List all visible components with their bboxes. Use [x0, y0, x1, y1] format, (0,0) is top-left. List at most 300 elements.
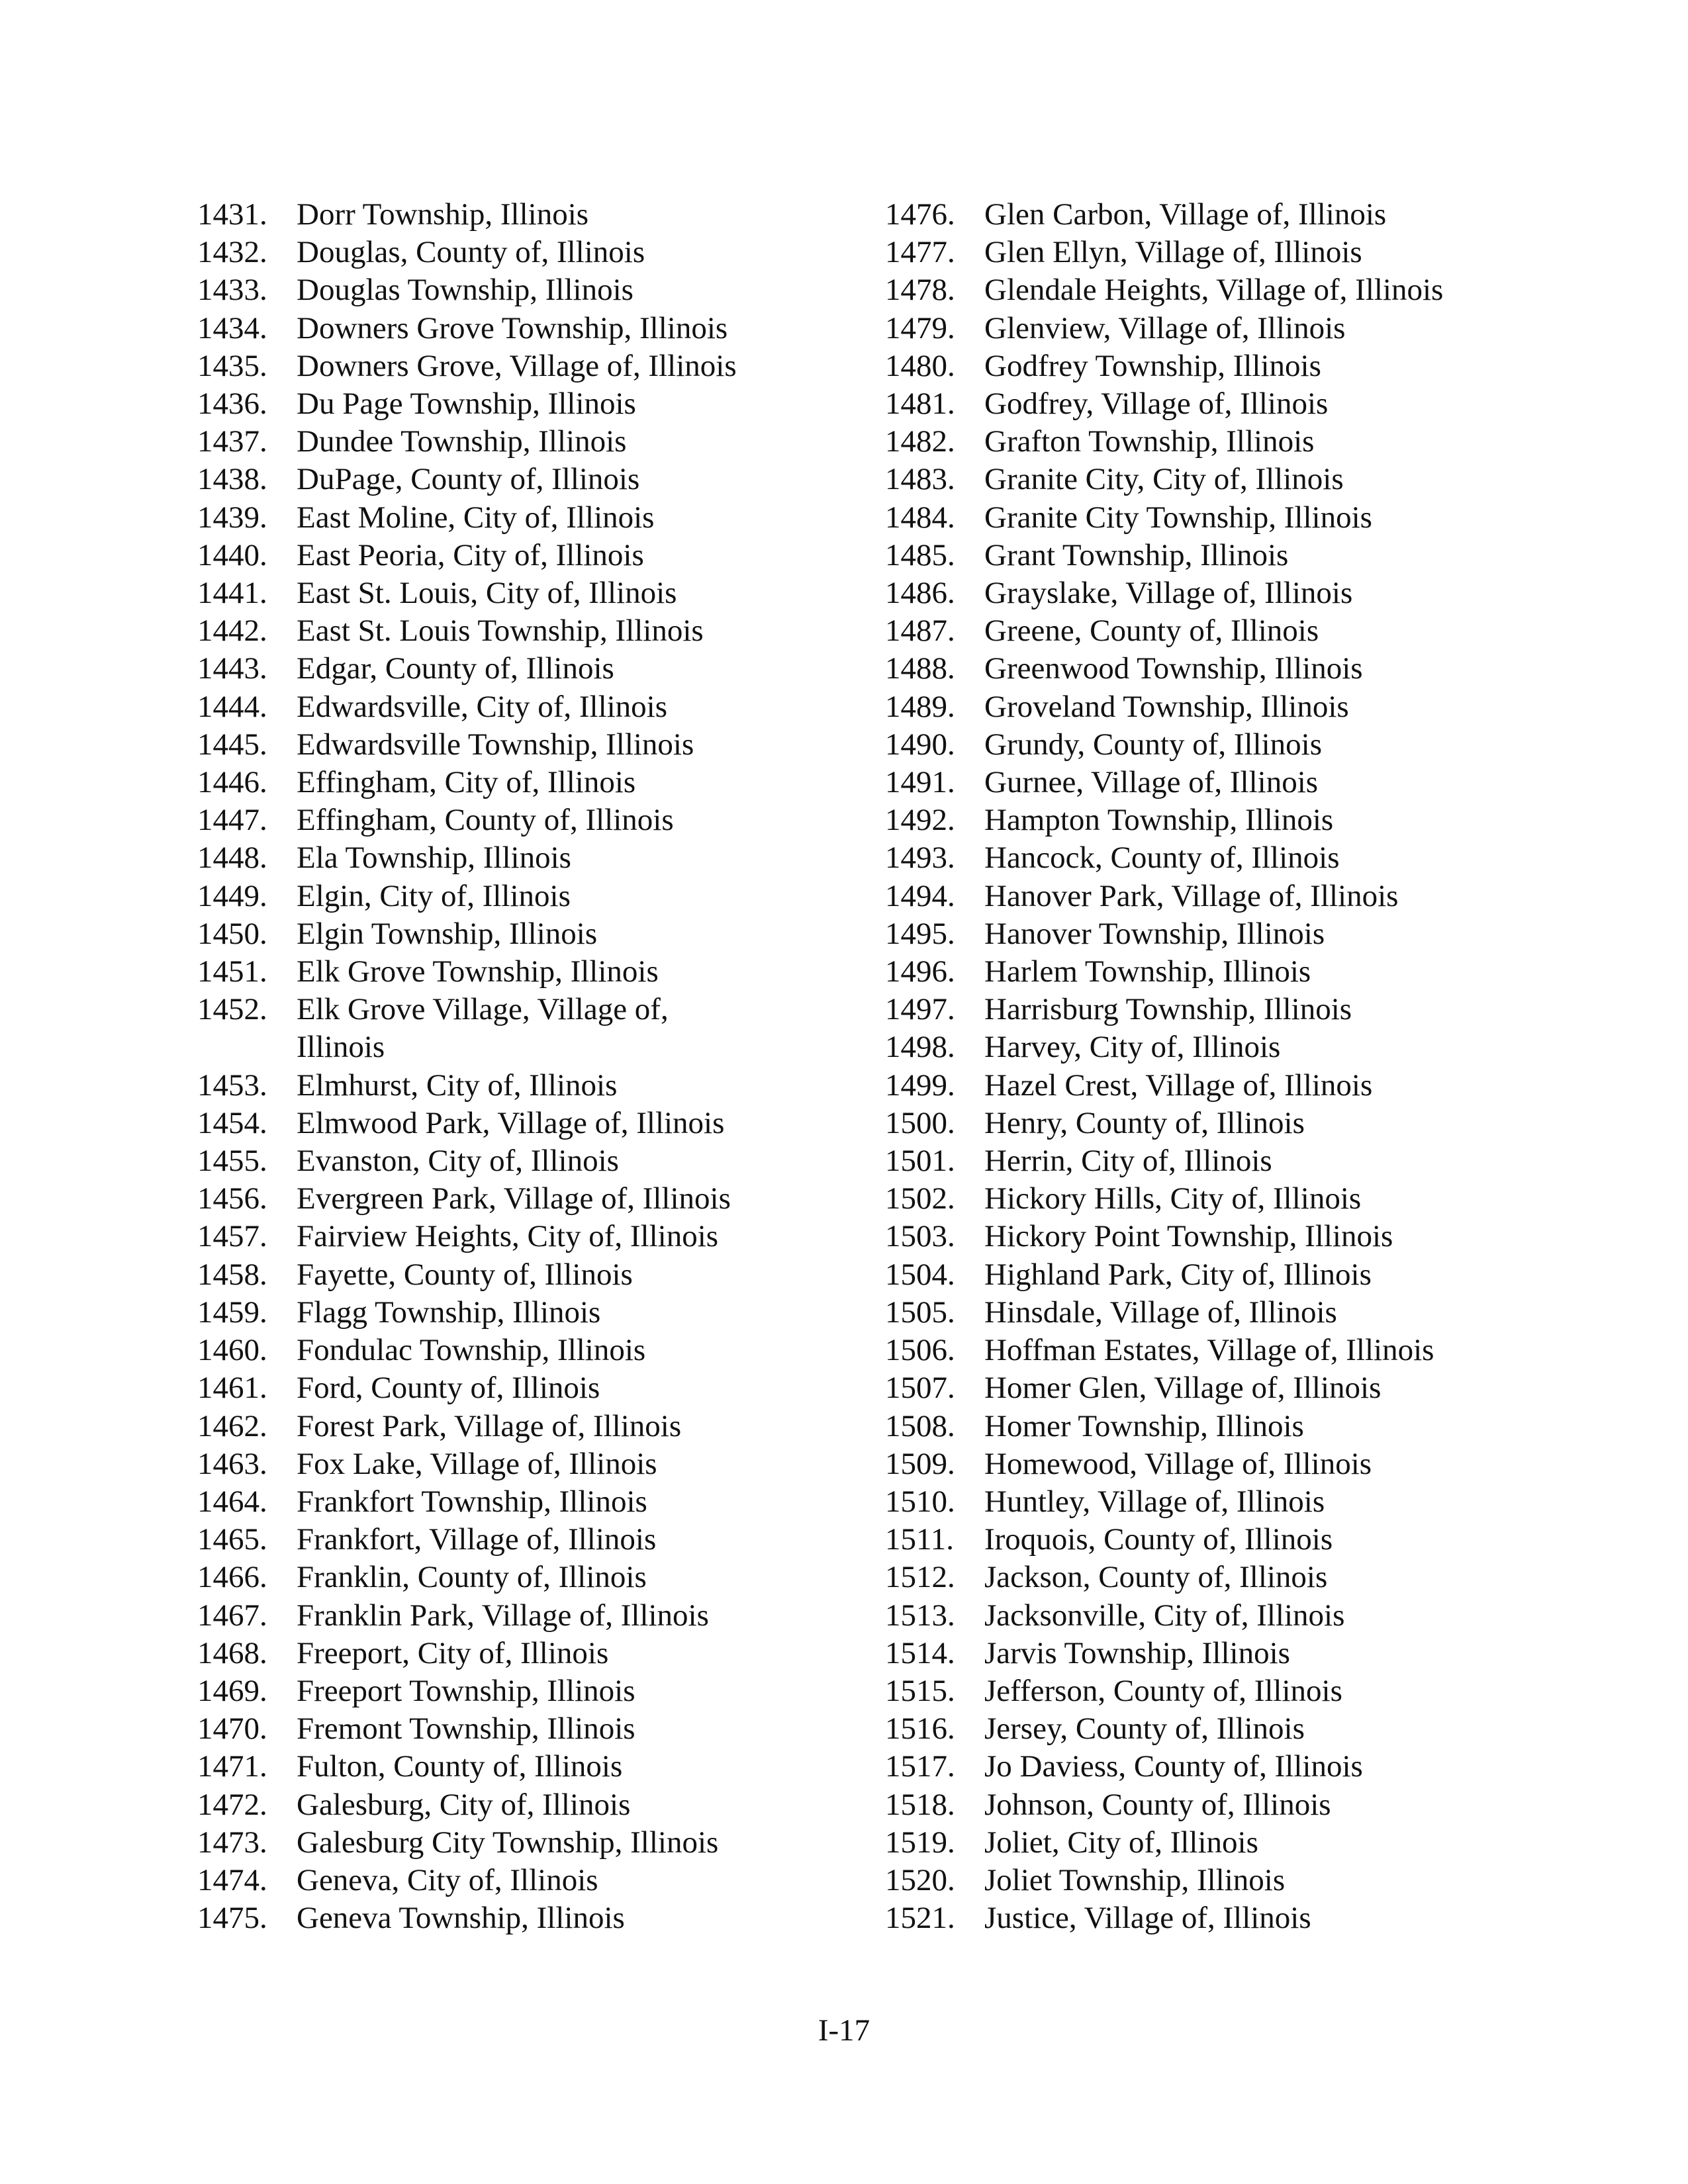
entry-name-text: Hanover Park, Village of, Illinois — [984, 878, 1399, 913]
entry-number: 1485. — [885, 537, 955, 572]
entry-name-text: Granite City, City of, Illinois — [984, 462, 1344, 497]
entry-name — [984, 385, 1547, 423]
list-item — [197, 650, 859, 688]
entry-name-text: Douglas, County of, Illinois — [297, 235, 645, 270]
entry-number: 1520. — [885, 1862, 955, 1897]
list-item — [197, 271, 859, 309]
entry-number: 1457. — [197, 1219, 267, 1254]
entry-name-text: Godfrey Township, Illinois — [984, 348, 1321, 383]
list-item — [885, 915, 1547, 953]
list-item — [197, 1369, 859, 1407]
entry-name-text: Fairview Heights, City of, Illinois — [297, 1219, 719, 1254]
entry-name-text: Freeport, City of, Illinois — [297, 1635, 609, 1670]
entry-number: 1488. — [885, 651, 955, 686]
list-item — [885, 1369, 1547, 1407]
entry-name-text: Hancock, County of, Illinois — [984, 841, 1340, 876]
entry-name — [984, 574, 1547, 612]
list-item — [885, 1521, 1547, 1559]
list-item — [197, 499, 859, 537]
entry-name — [297, 1067, 859, 1105]
entry-number: 1452. — [197, 992, 267, 1027]
list-item — [885, 1483, 1547, 1521]
entry-name — [984, 1672, 1547, 1710]
entry-number: 1448. — [197, 841, 267, 876]
entry-name — [297, 1180, 859, 1218]
entry-name-text: Elmwood Park, Village of, Illinois — [297, 1105, 725, 1140]
list-item — [197, 1597, 859, 1635]
list-item — [885, 1635, 1547, 1672]
entry-number: 1496. — [885, 954, 955, 989]
entry-number: 1476. — [885, 197, 955, 232]
entry-number: 1432. — [197, 235, 267, 270]
entry-name-text: Joliet, City of, Illinois — [984, 1825, 1258, 1860]
entry-name-text: Joliet Township, Illinois — [984, 1862, 1286, 1897]
entry-name-text: Fox Lake, Village of, Illinois — [297, 1446, 657, 1481]
entry-name — [984, 688, 1547, 726]
list-item — [885, 1218, 1547, 1255]
entry-number: 1494. — [885, 878, 955, 913]
entry-name — [984, 1180, 1547, 1218]
list-item — [885, 1559, 1547, 1596]
entry-name-text: Hampton Township, Illinois — [984, 803, 1334, 838]
entry-name-text: Forest Park, Village of, Illinois — [297, 1408, 682, 1443]
list-item — [197, 1067, 859, 1105]
entry-name-text: Fondulac Township, Illinois — [297, 1333, 646, 1368]
entry-number: 1468. — [197, 1635, 267, 1670]
list-item — [885, 688, 1547, 726]
entry-name — [297, 1483, 859, 1521]
list-item — [885, 1294, 1547, 1332]
entry-number: 1445. — [197, 727, 267, 762]
entry-number: 1489. — [885, 689, 955, 724]
entry-number: 1470. — [197, 1711, 267, 1747]
list-item — [197, 612, 859, 650]
entry-name-text: Iroquois, County of, Illinois — [984, 1522, 1333, 1557]
entry-name — [297, 1710, 859, 1748]
entry-name — [297, 726, 859, 764]
entry-name-text: Hanover Township, Illinois — [984, 916, 1325, 951]
entry-name — [984, 1256, 1547, 1294]
entry-name — [984, 271, 1547, 309]
entry-name — [297, 385, 859, 423]
entry-name-text: Dundee Township, Illinois — [297, 424, 627, 459]
entry-name-text: DuPage, County of, Illinois — [297, 462, 640, 497]
entry-name — [984, 196, 1547, 234]
entry-name-text: Edgar, County of, Illinois — [297, 651, 614, 686]
entry-name-text: Hazel Crest, Village of, Illinois — [984, 1068, 1373, 1103]
entry-number: 1521. — [885, 1901, 955, 1936]
entry-name — [984, 650, 1547, 688]
entry-number: 1516. — [885, 1711, 955, 1747]
list-item — [885, 1899, 1547, 1937]
entry-name-text: Grafton Township, Illinois — [984, 424, 1315, 459]
entry-number: 1493. — [885, 841, 955, 876]
list-item — [197, 1332, 859, 1369]
list-item — [885, 499, 1547, 537]
entry-number: 1433. — [197, 273, 267, 308]
entry-name — [297, 1445, 859, 1483]
list-item — [197, 385, 859, 423]
entry-name — [984, 953, 1547, 991]
entry-number: 1459. — [197, 1295, 267, 1330]
entry-number: 1517. — [885, 1749, 955, 1784]
list-item — [197, 574, 859, 612]
list-item — [197, 764, 859, 801]
entry-number: 1469. — [197, 1673, 267, 1708]
list-item — [885, 1408, 1547, 1445]
list-item — [197, 1786, 859, 1824]
entry-number: 1492. — [885, 803, 955, 838]
entry-name-text: Fayette, County of, Illinois — [297, 1257, 633, 1292]
entry-name-text: Glen Ellyn, Village of, Illinois — [984, 235, 1362, 270]
entry-name-text: Homewood, Village of, Illinois — [984, 1446, 1372, 1481]
entry-name — [984, 801, 1547, 839]
entry-number: 1436. — [197, 387, 267, 422]
entry-number: 1503. — [885, 1219, 955, 1254]
entry-name — [297, 1862, 859, 1899]
entry-number: 1512. — [885, 1560, 955, 1595]
entry-name — [297, 1218, 859, 1255]
list-item — [885, 423, 1547, 461]
list-item — [197, 310, 859, 347]
entry-name — [984, 1369, 1547, 1407]
entry-number: 1506. — [885, 1333, 955, 1368]
list-item — [885, 1067, 1547, 1105]
list-item — [197, 801, 859, 839]
list-item — [885, 310, 1547, 347]
entry-name-text: Galesburg, City of, Illinois — [297, 1787, 631, 1822]
entry-name — [984, 1483, 1547, 1521]
entry-number: 1454. — [197, 1105, 267, 1140]
entry-name — [297, 537, 859, 574]
entry-number: 1453. — [197, 1068, 267, 1103]
entry-name-text: Galesburg City Township, Illinois — [297, 1825, 719, 1860]
entry-name — [984, 1445, 1547, 1483]
entry-name-text: Elk Grove Township, Illinois — [297, 954, 659, 989]
list-item — [197, 234, 859, 271]
entry-name — [984, 726, 1547, 764]
list-item — [197, 1294, 859, 1332]
entry-name-text: Effingham, County of, Illinois — [297, 803, 674, 838]
entry-name — [297, 1559, 859, 1596]
entry-name — [297, 688, 859, 726]
entry-name-text: Groveland Township, Illinois — [984, 689, 1349, 724]
entry-name — [297, 461, 859, 498]
entry-number: 1510. — [885, 1484, 955, 1519]
list-item — [885, 461, 1547, 498]
list-item — [885, 347, 1547, 385]
entry-number: 1486. — [885, 576, 955, 611]
entry-name — [984, 1597, 1547, 1635]
entry-name-text: East St. Louis, City of, Illinois — [297, 576, 677, 611]
entry-name — [984, 991, 1547, 1028]
entry-number: 1509. — [885, 1446, 955, 1481]
list-item — [885, 1256, 1547, 1294]
entry-name-text: East Peoria, City of, Illinois — [297, 537, 644, 572]
entry-number: 1477. — [885, 235, 955, 270]
list-item — [885, 1028, 1547, 1066]
entry-name — [984, 1408, 1547, 1445]
list-item — [197, 1218, 859, 1255]
entry-number: 1444. — [197, 689, 267, 724]
entry-number: 1484. — [885, 500, 955, 535]
entry-number: 1440. — [197, 537, 267, 572]
entry-name-text: Geneva, City of, Illinois — [297, 1862, 598, 1897]
list-item — [885, 1786, 1547, 1824]
entry-name — [297, 1105, 859, 1142]
entry-name-text: Harrisburg Township, Illinois — [984, 992, 1352, 1027]
list-item — [197, 1748, 859, 1786]
list-item — [885, 196, 1547, 234]
entry-number: 1462. — [197, 1408, 267, 1443]
entry-number: 1480. — [885, 348, 955, 383]
entry-name-text: Edwardsville Township, Illinois — [297, 727, 694, 762]
entry-name-text: Evergreen Park, Village of, Illinois — [297, 1181, 731, 1216]
entry-name — [984, 1710, 1547, 1748]
entry-name — [297, 1256, 859, 1294]
entry-name — [297, 1332, 859, 1369]
entry-name-text: Flagg Township, Illinois — [297, 1295, 601, 1330]
entry-name-text: Ford, County of, Illinois — [297, 1371, 600, 1406]
list-item — [197, 1672, 859, 1710]
entry-name — [984, 234, 1547, 271]
entry-name-text: Downers Grove Township, Illinois — [297, 310, 728, 345]
list-item — [885, 1748, 1547, 1786]
entry-name — [984, 1521, 1547, 1559]
list-item — [197, 1635, 859, 1672]
entry-number: 1461. — [197, 1371, 267, 1406]
entry-name-text: Gurnee, Village of, Illinois — [984, 765, 1319, 800]
entry-name — [984, 764, 1547, 801]
list-item — [197, 347, 859, 385]
entry-number: 1456. — [197, 1181, 267, 1216]
entry-name-text: Henry, County of, Illinois — [984, 1105, 1305, 1140]
entry-name — [984, 839, 1547, 877]
entry-name — [297, 764, 859, 801]
list-item — [885, 1824, 1547, 1862]
entry-name — [984, 1294, 1547, 1332]
entry-number: 1472. — [197, 1787, 267, 1822]
entry-name-text: Hickory Hills, City of, Illinois — [984, 1181, 1362, 1216]
entry-number: 1455. — [197, 1144, 267, 1179]
entry-name-text: Franklin, County of, Illinois — [297, 1560, 647, 1595]
entry-name-text: Justice, Village of, Illinois — [984, 1901, 1311, 1936]
entry-number: 1471. — [197, 1749, 267, 1784]
right-entry-list — [885, 196, 1547, 1937]
entry-number: 1483. — [885, 462, 955, 497]
entry-name-text: Jersey, County of, Illinois — [984, 1711, 1305, 1747]
entry-name — [297, 1824, 859, 1862]
list-item — [197, 878, 859, 915]
entry-name — [297, 1672, 859, 1710]
list-item — [197, 915, 859, 953]
list-item — [197, 1483, 859, 1521]
entry-number: 1446. — [197, 765, 267, 800]
entry-number: 1519. — [885, 1825, 955, 1860]
entry-name — [297, 878, 859, 915]
entry-name-text: Homer Township, Illinois — [984, 1408, 1304, 1443]
entry-name-text: Freeport Township, Illinois — [297, 1673, 635, 1708]
entry-name-text: Homer Glen, Village of, Illinois — [984, 1371, 1382, 1406]
entry-name — [984, 915, 1547, 953]
list-item — [885, 1332, 1547, 1369]
entry-name-text: Frankfort Township, Illinois — [297, 1484, 647, 1519]
entry-name — [297, 1521, 859, 1559]
entry-name — [297, 271, 859, 309]
entry-number: 1508. — [885, 1408, 955, 1443]
entry-name — [984, 347, 1547, 385]
entry-name — [297, 234, 859, 271]
entry-number: 1442. — [197, 614, 267, 649]
entry-number: 1511. — [885, 1522, 955, 1557]
entry-number: 1438. — [197, 462, 267, 497]
entry-name — [297, 1786, 859, 1824]
list-item — [197, 688, 859, 726]
entry-number: 1518. — [885, 1787, 955, 1822]
list-item — [197, 1862, 859, 1899]
entry-name — [984, 1559, 1547, 1596]
entry-name — [984, 461, 1547, 498]
list-item — [885, 1180, 1547, 1218]
entry-name-text: Jo Daviess, County of, Illinois — [984, 1749, 1363, 1784]
entry-number: 1495. — [885, 916, 955, 951]
list-item — [885, 1142, 1547, 1180]
entry-number: 1498. — [885, 1030, 955, 1065]
entry-number: 1437. — [197, 424, 267, 459]
list-item — [885, 234, 1547, 271]
entry-name-text: Franklin Park, Village of, Illinois — [297, 1598, 709, 1633]
entry-number: 1434. — [197, 310, 267, 345]
entry-name — [984, 1862, 1547, 1899]
entry-name-text: Evanston, City of, Illinois — [297, 1144, 619, 1179]
entry-name — [984, 423, 1547, 461]
entry-name — [984, 1332, 1547, 1369]
entry-name — [297, 839, 859, 877]
entry-name-text: Elgin, City of, Illinois — [297, 878, 571, 913]
list-item — [197, 1559, 859, 1596]
entry-name — [297, 1899, 859, 1937]
entry-name-text: Jackson, County of, Illinois — [984, 1560, 1328, 1595]
entry-name-text: Du Page Township, Illinois — [297, 387, 636, 422]
entry-number: 1463. — [197, 1446, 267, 1481]
list-item — [197, 1180, 859, 1218]
entry-name — [984, 310, 1547, 347]
entry-name-text: Fremont Township, Illinois — [297, 1711, 635, 1747]
entry-number: 1500. — [885, 1105, 955, 1140]
entry-name-text: Grant Township, Illinois — [984, 537, 1289, 572]
entry-name-text: Hinsdale, Village of, Illinois — [984, 1295, 1337, 1330]
list-item — [197, 726, 859, 764]
list-item — [885, 839, 1547, 877]
entry-number: 1443. — [197, 651, 267, 686]
entry-name-text: Grayslake, Village of, Illinois — [984, 576, 1353, 611]
entry-number: 1464. — [197, 1484, 267, 1519]
list-item — [885, 1672, 1547, 1710]
left-entry-list — [197, 196, 859, 1937]
entry-name — [984, 499, 1547, 537]
entry-name — [984, 1786, 1547, 1824]
entry-name-text: Glen Carbon, Village of, Illinois — [984, 197, 1387, 232]
list-item — [885, 1597, 1547, 1635]
entry-number: 1505. — [885, 1295, 955, 1330]
entry-name — [297, 1369, 859, 1407]
entry-name-text: Granite City Township, Illinois — [984, 500, 1372, 535]
entry-name-text: Ela Township, Illinois — [297, 841, 571, 876]
entry-name-text: Hickory Point Township, Illinois — [984, 1219, 1393, 1254]
entry-name — [297, 196, 859, 234]
entry-name — [297, 347, 859, 385]
entry-number: 1501. — [885, 1144, 955, 1179]
list-item — [197, 1824, 859, 1862]
list-item — [197, 1408, 859, 1445]
list-item — [885, 801, 1547, 839]
entry-number: 1481. — [885, 387, 955, 422]
entry-name-text: Highland Park, City of, Illinois — [984, 1257, 1372, 1292]
entry-number: 1497. — [885, 992, 955, 1027]
entry-name — [984, 537, 1547, 574]
list-item — [885, 385, 1547, 423]
entry-number: 1458. — [197, 1257, 267, 1292]
list-item — [197, 1256, 859, 1294]
list-item — [885, 271, 1547, 309]
entry-number: 1507. — [885, 1371, 955, 1406]
entry-name-text: Herrin, City of, Illinois — [984, 1144, 1272, 1179]
entry-number: 1473. — [197, 1825, 267, 1860]
entry-number: 1514. — [885, 1635, 955, 1670]
list-item — [197, 839, 859, 877]
entry-number: 1491. — [885, 765, 955, 800]
entry-name — [297, 310, 859, 347]
entry-number: 1479. — [885, 310, 955, 345]
list-item — [885, 878, 1547, 915]
list-item — [885, 1105, 1547, 1142]
entry-name — [984, 1067, 1547, 1105]
entry-name-text: Jacksonville, City of, Illinois — [984, 1598, 1345, 1633]
entry-name — [297, 991, 859, 1066]
entry-name — [984, 878, 1547, 915]
entry-number: 1431. — [197, 197, 267, 232]
entry-number: 1441. — [197, 576, 267, 611]
entry-name-text: Harvey, City of, Illinois — [984, 1030, 1281, 1065]
entry-number: 1465. — [197, 1522, 267, 1557]
entry-name — [984, 1028, 1547, 1066]
entry-name — [984, 1824, 1547, 1862]
entry-number: 1467. — [197, 1598, 267, 1633]
entry-name-text: Greene, County of, Illinois — [984, 614, 1319, 649]
list-item — [197, 1710, 859, 1748]
entry-name-text: Greenwood Township, Illinois — [984, 651, 1363, 686]
entry-number: 1435. — [197, 348, 267, 383]
list-item — [885, 953, 1547, 991]
list-item — [885, 1445, 1547, 1483]
entry-name — [297, 1635, 859, 1672]
entry-name-text: Grundy, County of, Illinois — [984, 727, 1323, 762]
entry-number: 1439. — [197, 500, 267, 535]
entry-number: 1466. — [197, 1560, 267, 1595]
list-item — [197, 953, 859, 991]
entry-number: 1502. — [885, 1181, 955, 1216]
entry-name — [297, 953, 859, 991]
entry-name-text: Geneva Township, Illinois — [297, 1901, 625, 1936]
list-item — [197, 423, 859, 461]
entry-name — [297, 1142, 859, 1180]
entry-number: 1451. — [197, 954, 267, 989]
entry-name-text: Elgin Township, Illinois — [297, 916, 598, 951]
entry-name — [297, 423, 859, 461]
entry-name-text: Huntley, Village of, Illinois — [984, 1484, 1325, 1519]
entry-name — [297, 499, 859, 537]
entry-name — [297, 1748, 859, 1786]
